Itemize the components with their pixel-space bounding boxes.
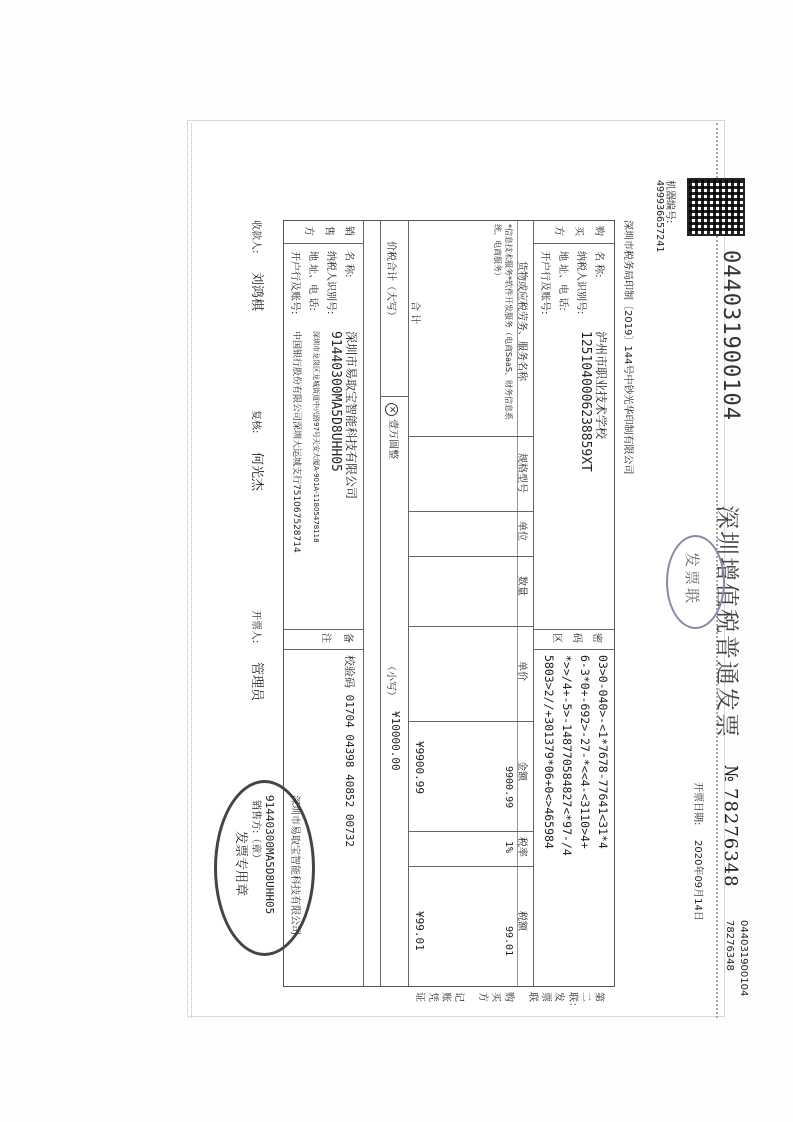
item-name: *信息技术服务*软件开发服务（电商SaaS、财务信息系统、电商服务） bbox=[493, 224, 513, 420]
seller-bank-label: 开户行及账号: bbox=[289, 251, 300, 315]
buyer-section-label: 购买方 bbox=[553, 226, 604, 236]
invoice-rotated-content bbox=[205, 180, 765, 1010]
grand-total-words-wrap bbox=[385, 403, 402, 459]
grand-total-label: 价税合计（大写） bbox=[385, 241, 396, 321]
col-header-unit: 单位 bbox=[516, 521, 527, 541]
side-number: 78276348 bbox=[724, 920, 735, 971]
col-header-rate: 税率 bbox=[516, 837, 527, 857]
col-header-name: 货物或应税劳务、服务名称 bbox=[516, 261, 527, 381]
reviewer-label: 复核: bbox=[250, 410, 261, 434]
side-code: 044031900104 bbox=[738, 920, 749, 997]
date-label: 开票日期: bbox=[692, 782, 703, 826]
buyer-bank-label: 开户行及账号: bbox=[539, 251, 550, 315]
grand-total-small-label: （小写） bbox=[385, 661, 396, 701]
col-header-spec: 规格型号 bbox=[516, 453, 527, 493]
no-symbol: № bbox=[720, 765, 741, 783]
seller-invoice-seal bbox=[214, 780, 315, 956]
buyer-tax-label: 纳税人识别号: bbox=[575, 251, 586, 315]
invoice-code: 044031900104 bbox=[718, 250, 743, 421]
reviewer-name: 何光杰 bbox=[249, 452, 264, 492]
invoice-number: 78276348 bbox=[720, 788, 741, 888]
copy-tab-line-2: 发票联 bbox=[527, 992, 564, 1002]
machine-no: 499936657241 bbox=[654, 180, 665, 253]
remark-text: 校验码 01704 04398 40852 00732 bbox=[343, 655, 356, 847]
grand-total-small: ¥10000.00 bbox=[389, 711, 402, 771]
item-tax: 99.01 bbox=[503, 926, 514, 957]
invoice-table bbox=[283, 220, 615, 987]
print-note-text: 深圳市税务局印制〔2019〕144号中钞光华印制有限公司 bbox=[622, 220, 633, 475]
seller-bank: 中国银行股份有限公司深圳大运城支行751067528714 bbox=[291, 331, 301, 553]
copy-tab-line-1: 第二联： bbox=[567, 992, 604, 1012]
seller-name: 深圳市易取宝智能科技有限公司 bbox=[344, 331, 358, 500]
buyer-name: 泸州市职业技术学校 bbox=[594, 331, 608, 440]
seller-section-label: 销售方 bbox=[303, 226, 354, 236]
seller-address: 深圳市龙岗区龙城街道中兴路97号天安大厦A-901A-11805478118 bbox=[312, 331, 320, 543]
col-header-qty: 数量 bbox=[516, 576, 527, 596]
col-header-tax: 税额 bbox=[516, 911, 527, 931]
col-header-price: 单价 bbox=[516, 661, 527, 681]
seal-tax-id: 91440300MA5D8UHH05 bbox=[263, 795, 276, 915]
cipher-line-2: 6-3*0+-692>-27-*<<4-<3110>4+ bbox=[578, 655, 592, 849]
perforation-left bbox=[191, 123, 192, 1018]
seller-tax-id: 91440300MA5D8UHH05 bbox=[328, 331, 343, 472]
total-tax: ¥99.01 bbox=[413, 911, 426, 951]
buyer-tax-id: 12510400062388​59XT bbox=[578, 331, 593, 472]
invoice-date: 2020年09月14日 bbox=[692, 840, 703, 921]
total-label: 合 计 bbox=[409, 301, 420, 325]
grand-total-words: 壹万圆整 bbox=[387, 419, 398, 460]
buyer-name-label: 名 称: bbox=[593, 251, 604, 278]
invoice-copy-label: 发票联 bbox=[683, 552, 701, 607]
copy-tab-line-3: 购买方 bbox=[477, 992, 514, 1002]
cipher-line-4: 5803>2//+301379*06+0<>465984 bbox=[542, 655, 556, 849]
copy-tab-line-4: 记账凭证 bbox=[414, 992, 464, 1002]
item-rate: 1% bbox=[503, 841, 514, 854]
seller-seal-label: 销售方:（章） bbox=[250, 800, 261, 864]
seller-address-label: 地 址、电 话: bbox=[307, 251, 318, 311]
drawer-name: 管理员 bbox=[249, 662, 264, 702]
payee-name: 刘鸿棋 bbox=[249, 272, 264, 312]
remark-label: 备注 bbox=[320, 633, 353, 643]
cipher-line-1: 03>0-040>-<1*7678-77641<31*4 bbox=[596, 655, 610, 849]
payee-label: 收款人: bbox=[250, 220, 261, 254]
machine-no-label: 机器编号: bbox=[664, 180, 675, 224]
item-amount: 9900.99 bbox=[503, 766, 514, 809]
circle-x-icon: × bbox=[385, 403, 398, 416]
col-header-amount: 金额 bbox=[516, 761, 527, 781]
seal-label: 发票专用章 bbox=[233, 831, 248, 897]
buyer-address-label: 地 址、电 话: bbox=[557, 251, 568, 311]
seal-company: 深圳市易取宝智能科技有限公司 bbox=[289, 795, 300, 935]
invoice-title: 深圳增值税普通发票 bbox=[713, 505, 741, 739]
cipher-line-3: *>>/4+-5>-148770584827<*97-/4 bbox=[560, 655, 574, 856]
seller-name-label: 名 称: bbox=[343, 251, 354, 278]
cipher-label: 密码区 bbox=[551, 633, 602, 643]
drawer-label: 开票人: bbox=[250, 610, 261, 644]
total-amount: ¥9900.99 bbox=[413, 741, 426, 794]
qr-code-icon bbox=[687, 178, 745, 236]
seller-tax-label: 纳税人识别号: bbox=[325, 251, 336, 315]
